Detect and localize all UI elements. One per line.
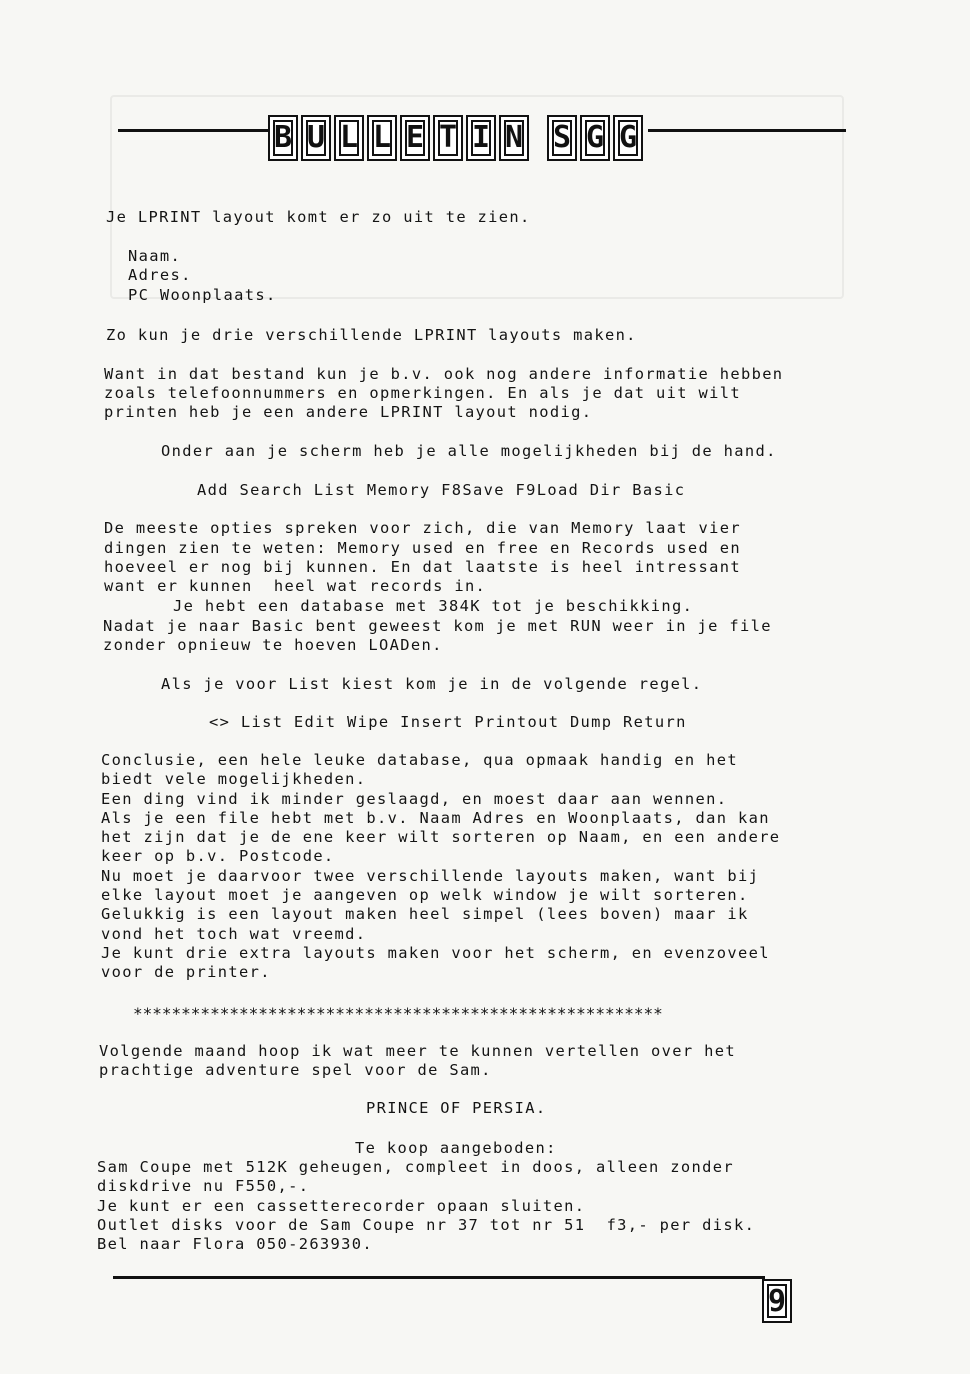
text-line: prachtige adventure spel voor de Sam. [99, 1061, 492, 1079]
banner-letter: L [367, 115, 397, 161]
text-line: Conclusie, een hele leuke database, qua opmaak handig en het [101, 751, 738, 769]
text-line: Je LPRINT layout komt er zo uit te zien. [106, 208, 531, 226]
text-line: Als je voor List kiest kom je in de volgende regel. [161, 675, 703, 693]
text-line: Je kunt drie extra layouts maken voor het scherm, en evenzoveel [101, 944, 770, 962]
text-line: printen heb je een andere LPRINT layout nodig. [104, 403, 593, 421]
banner-letter: G [613, 115, 643, 161]
bulletin-banner [268, 112, 643, 164]
text-line: diskdrive nu F550,-. [97, 1177, 310, 1195]
banner-letter: T [433, 115, 463, 161]
text-line: Nu moet je daarvoor twee verschillende layouts maken, want bij [101, 867, 760, 885]
text-line: zonder opnieuw te hoeven LOADen. [103, 636, 443, 654]
text-line: biedt vele mogelijkheden. [101, 770, 367, 788]
banner-letter: L [334, 115, 364, 161]
text-line: Sam Coupe met 512K geheugen, compleet in doos, alleen zonder [97, 1158, 734, 1176]
text-line: Nadat je naar Basic bent geweest kom je met RUN weer in je file [103, 617, 772, 635]
banner-letter: I [466, 115, 496, 161]
asterisk-divider: ******************************************************* [133, 1004, 663, 1023]
header-rule-right [648, 129, 846, 132]
text-line: Je kunt er een cassetterecorder opaan sluiten. [97, 1197, 586, 1215]
banner-word-bulletin [268, 115, 529, 161]
text-line: Onder aan je scherm heb je alle mogelijkheden bij de hand. [161, 442, 777, 460]
banner-letter: S [547, 115, 577, 161]
text-line: Want in dat bestand kun je b.v. ook nog andere informatie hebben [104, 365, 784, 383]
banner-letter: E [400, 115, 430, 161]
text-line: keer op b.v. Postcode. [101, 847, 335, 865]
text-line: zoals telefoonnummers en opmerkingen. En als je dat uit wilt [104, 384, 741, 402]
banner-letter: N [499, 115, 529, 161]
text-line: vond het toch wat vreemd. [101, 925, 367, 943]
text-line: Outlet disks voor de Sam Coupe nr 37 tot nr 51 f3,- per disk. [97, 1216, 756, 1234]
text-line: dingen zien te weten: Memory used en free en Records used en [104, 539, 741, 557]
address-line: Naam. [128, 247, 182, 265]
text-line: De meeste opties spreken voor zich, die van Memory laat vier [104, 519, 741, 537]
footer-rule [113, 1276, 765, 1279]
address-line: PC Woonplaats. [128, 286, 277, 304]
text-line: Je hebt een database met 384K tot je beschikking. [173, 597, 694, 615]
header-rule-left [118, 129, 268, 132]
contact-line: Bel naar Flora 050-263930. [97, 1235, 374, 1253]
menu-line: <> List Edit Wipe Insert Printout Dump Return [209, 713, 687, 731]
text-line: Een ding vind ik minder geslaagd, en moest daar aan wennen. [101, 790, 728, 808]
text-line: want er kunnen heel wat records in. [104, 577, 487, 595]
game-title-line: PRINCE OF PERSIA. [366, 1099, 547, 1117]
text-line: hoeveel er nog bij kunnen. En dat laatste is heel intressant [104, 558, 741, 576]
menu-line: Add Search List Memory F8Save F9Load Dir Basic [197, 481, 686, 499]
text-line: Als je een file hebt met b.v. Naam Adres en Woonplaats, dan kan [101, 809, 770, 827]
banner-letter: B [268, 115, 298, 161]
text-line: Gelukkig is een layout maken heel simpel (lees boven) maar ik [101, 905, 749, 923]
address-line: Adres. [128, 266, 192, 284]
banner-word-sgg [547, 115, 643, 161]
text-line: het zijn dat je de ene keer wilt sorteren op Naam, en een andere [101, 828, 781, 846]
text-line: elke layout moet je aangeven op welk window je wilt sorteren. [101, 886, 749, 904]
text-line: voor de printer. [101, 963, 271, 981]
banner-letter: G [580, 115, 610, 161]
page-number: 9 [762, 1279, 792, 1323]
text-line: Volgende maand hoop ik wat meer te kunnen vertellen over het [99, 1042, 736, 1060]
sale-heading-line: Te koop aangeboden: [355, 1139, 557, 1157]
banner-letter: U [301, 115, 331, 161]
text-line: Zo kun je drie verschillende LPRINT layouts maken. [106, 326, 637, 344]
